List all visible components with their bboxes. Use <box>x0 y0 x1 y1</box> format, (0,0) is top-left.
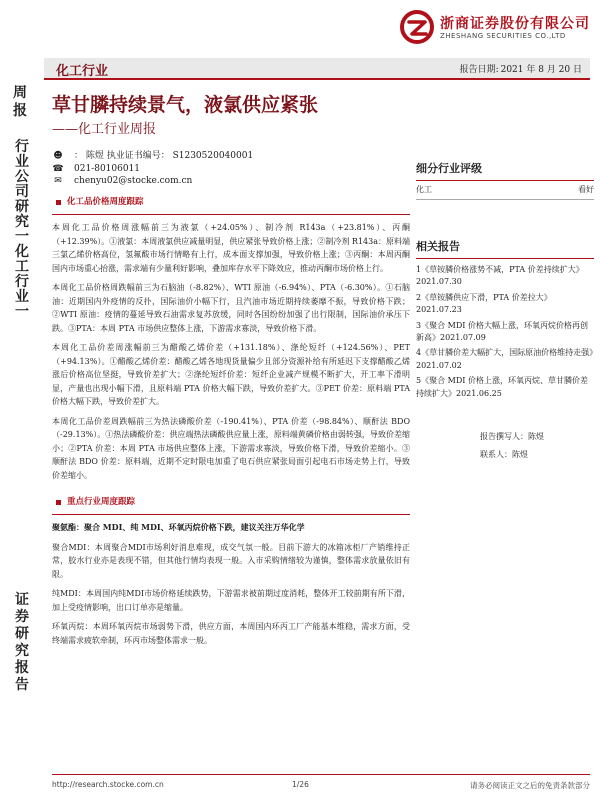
company-name-en: ZHESHANG SECURITIES CO.,LTD <box>440 32 566 40</box>
person-icon: ☻ <box>53 151 63 161</box>
contacts <box>416 428 594 464</box>
section-heading-text: 化工品价格周度跟踪 <box>67 197 144 207</box>
section-heading-text: 重点行业周度跟踪 <box>67 497 136 507</box>
section-divider <box>52 514 410 516</box>
report-date-value: 2021 年 8 月 20 日 <box>500 65 582 75</box>
page-number: 1/26 <box>292 780 309 789</box>
company-logo-icon <box>400 10 434 44</box>
related-reports-list <box>416 264 594 400</box>
paragraph: 聚合MDI：本周聚合MDI市场利好消息难现，成交气氛一般。目前下游大的冰箱冰柜厂产销维持正常，胶水行业亦是表现不错，但其他行情均表现一般。入市采购情绪较为谨慎，整体需求放量依旧有限。 <box>52 542 410 579</box>
sidebar-category: 行业公司研究一化工行业一 <box>15 139 29 320</box>
page-footer <box>52 774 590 794</box>
company-name-cn: 浙商证券股份有限公司 <box>440 16 590 32</box>
rating-heading: 细分行业评级 <box>416 160 594 181</box>
square-bullet-icon <box>56 200 61 205</box>
author-name-row <box>52 150 372 163</box>
header-bar <box>44 58 590 80</box>
author-name: ： 陈煜 执业证书编号： S1230520040001 <box>74 151 254 161</box>
mail-icon: ✉ <box>54 176 62 186</box>
section-heading <box>52 496 410 510</box>
report-date-label: 报告日期: <box>459 65 499 75</box>
sidebar-weekly: 周报 <box>13 85 27 119</box>
paragraph: 本周化工品价差周跌幅前三为热法磷酸价差（-190.41%）、PTA 价差（-98.84%）、顺酐法 BDO（-29.13%）。①热法磷酸价差：供应端热法磷酸供应量上涨，原料端黄磷价格由弱转强，导致价差缩小；②PTA 价差：本周 PTA 市场供应整体上涨，下游需求寡淡，导致价格下滑，导致价差缩小。③顺酐法 BDO 价差：原料端，近期不定时限电加重了电石供应紧张局面引起电石市场走势上行，导致价差缩小。 <box>52 416 410 480</box>
section-heading <box>52 196 410 210</box>
paragraph: 本周化工品价格周跌幅前三为石脑油（-8.82%）、WTI 原油（-6.94%）、PTA（-6.30%）。①石脑油：近期国内外疫情的反扑，国际油价小幅下行，且汽油市场近期持续萎靡不振，导致价格下跌；②WTI 原油：疫情的蔓延导致石油需求复苏放缓，同时各国纷纷加强了出行限制，国际油价承压下跌。③PTA：本周 PTA 市场供应整体上涨，下游需求寡淡，导致价格下滑。 <box>52 283 410 333</box>
square-bullet-icon <box>56 500 61 505</box>
report-date <box>458 62 582 75</box>
related-report-item[interactable]: 2《草铵膦供应下滑，PTA 价差拉大》2021.07.23 <box>416 292 552 315</box>
section-divider <box>52 214 410 216</box>
paragraph: 环氧丙烷：本周环氧丙烷市场弱势下滑，供应方面，本周国内环丙工厂产能基本维稳，需求方面，受终端需求疲软牵制，环丙市场整体需求一般。 <box>52 622 410 645</box>
report-contact: 联系人：陈煜 <box>480 450 528 460</box>
vertical-sidebar <box>0 80 44 800</box>
rating-value: 看好 <box>578 185 594 194</box>
industry-label: 化工行业 <box>56 64 109 79</box>
rating-row <box>416 181 594 200</box>
related-report-item[interactable]: 4《草甘膦价差大幅扩大，国际原油价格维持走强》2021.07.02 <box>416 348 594 370</box>
page-subtitle: ——化工行业周报 <box>52 122 157 137</box>
rating-industry: 化工 <box>416 185 432 194</box>
related-report-item[interactable]: 1《草铵膦价格涨势不减，PTA 价差持续扩大》2021.07.30 <box>416 265 584 287</box>
related-report-item[interactable]: 3《聚合 MDI 价格大幅上涨，环氧丙烷价格再创新高》2021.07.09 <box>416 320 588 343</box>
paragraph: 本周化工品价格周涨幅前三为液氯（+24.05%）、制冷剂 R143a（+23.81%）、丙酮（+12.39%）。①液氯：本周液氯供应减量明显，供应紧张导致价格上涨；②制冷剂 R143a：原料端三氯乙烯价格高位，氢氟酸市场行情略有上行，成本面支撑加强，导致价格上涨；③丙酮：本周丙酮国内市场重心抬涨，需求端有少量利好影响，叠加库存水平下降效应，推动丙酮市场价格上行。 <box>52 223 410 273</box>
page-title: 草甘膦持续景气，液氯供应紧张 <box>52 94 319 116</box>
author-email-row <box>52 175 372 188</box>
author-info <box>52 150 372 188</box>
company-logo <box>400 8 590 50</box>
right-column <box>416 160 594 464</box>
related-report-item[interactable]: 5《聚合 MDI 价格上涨，环氧丙烷、草甘膦价差持续扩大》2021.06.25 <box>416 376 588 398</box>
paragraph-bold: 聚氨酯：聚合 MDI、纯 MDI、环氧丙烷价格下跌，建议关注万华化学 <box>52 522 305 532</box>
paragraph: 本周化工品价差周涨幅前三为醋酸乙烯价差（+131.18%）、涤纶短纤（+124.56%）、PET（+94.13%）。①醋酸乙烯价差：醋酸乙烯各地现货量偏少且部分资源补给有所延迟下支撑醋酸乙烯涨后价格高位坚挺，导致价差扩大；②涤纶短纤价差：短纤企业减产规模不断扩大，开工率下滑明显，产量也出现小幅下滑，且原料端 PTA 价格大幅下跌，导致价差扩大。③PET 价差：原料端 PTA 价格大幅下跌，导致价差扩大。 <box>52 343 410 406</box>
footer-url[interactable]: http://research.stocke.com.cn <box>52 780 164 789</box>
author-email[interactable]: chenyu02@stocke.com.cn <box>74 176 193 186</box>
phone-icon: ☎ <box>52 163 64 174</box>
related-reports-heading: 相关报告 <box>416 238 594 259</box>
sidebar-report-type: 证券研究报告 <box>15 592 29 693</box>
footer-disclaimer: 请务必阅读正文之后的免责条款部分 <box>470 781 590 790</box>
author-phone: 021-80106011 <box>74 163 141 174</box>
paragraph: 纯MDI：本周国内纯MDI市场价格延续跌势，下游需求被前期过度消耗，整体开工较前期有所下滑，加上受疫情影响，出口订单亦是缩量。 <box>52 589 410 612</box>
report-writer: 报告撰写人：陈煜 <box>480 432 544 442</box>
author-phone-row <box>52 163 372 176</box>
report-body <box>52 196 410 653</box>
